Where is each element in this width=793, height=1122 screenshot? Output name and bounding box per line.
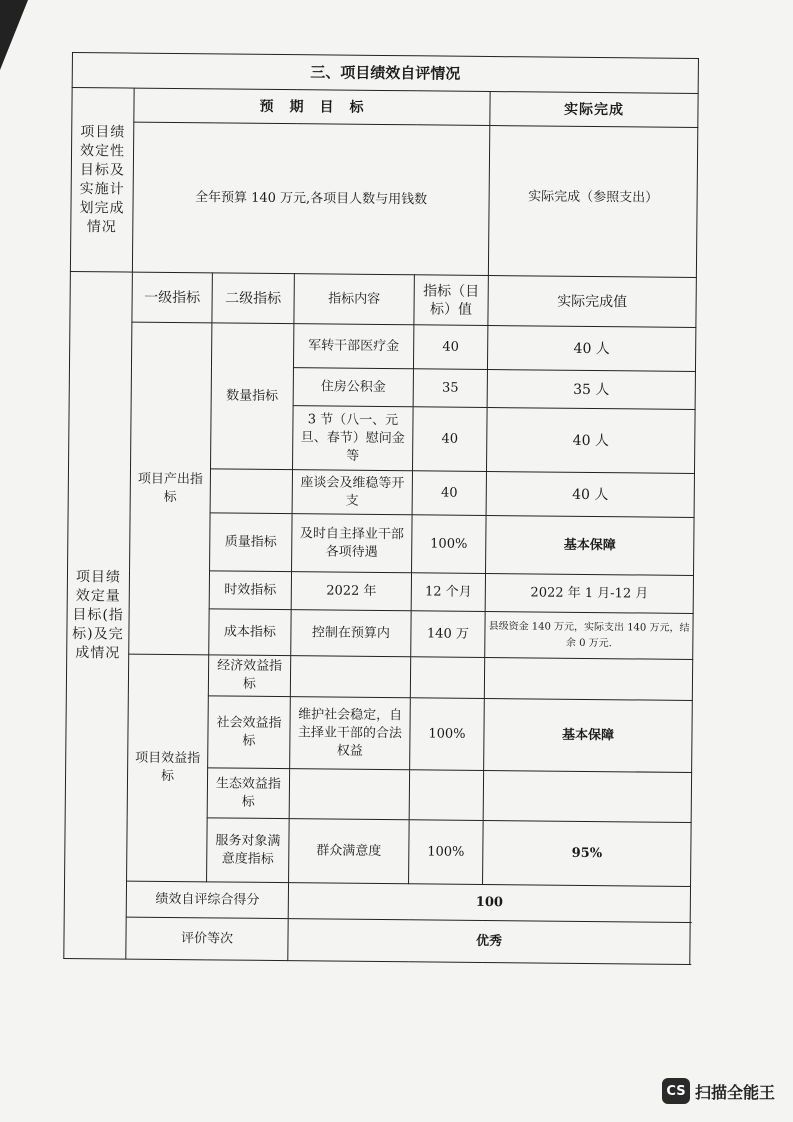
- blank-cell: [289, 769, 409, 820]
- benefit-indicator-label: 项目效益指标: [127, 654, 209, 882]
- social-target: 100%: [410, 698, 485, 771]
- quality-actual: 基本保障: [486, 515, 695, 575]
- cost-target: 140 万: [411, 611, 485, 658]
- quality-indicator-label: 质量指标: [210, 513, 293, 572]
- qualitative-content-row: [70, 122, 697, 278]
- score-row: [64, 880, 690, 922]
- satisfaction-indicator-label: 服务对象满意度指标: [207, 818, 290, 883]
- ecological-indicator-label: 生态效益指标: [207, 768, 289, 819]
- evaluation-form: [63, 52, 698, 965]
- housing-actual: 35 人: [487, 370, 695, 410]
- output-indicator-label: 项目产出指标: [129, 322, 212, 655]
- housing-target: 35: [413, 369, 487, 408]
- timeliness-actual: 2022 年 1 月-12 月: [485, 573, 693, 613]
- forum-target: 40: [412, 471, 486, 516]
- level1-header: 一级指标: [132, 272, 212, 323]
- social-indicator-label: 社会效益指标: [208, 696, 291, 769]
- scanner-watermark: [662, 1078, 775, 1104]
- section-title-row: [72, 53, 698, 94]
- expected-target-header: 预 期 目 标: [134, 88, 490, 125]
- score-value: 100: [288, 883, 690, 923]
- quality-content: 及时自主择业干部各项待遇: [292, 514, 413, 573]
- blank-cell: [483, 770, 692, 822]
- content-header: 指标内容: [294, 274, 414, 325]
- scanner-app-name: 扫描全能王: [694, 1082, 775, 1102]
- timeliness-target: 12 个月: [411, 573, 485, 612]
- satisfaction-target: 100%: [409, 820, 484, 885]
- forum-actual: 40 人: [486, 471, 694, 517]
- scan-corner-shadow: [0, 0, 28, 70]
- cost-indicator-label: 成本指标: [209, 609, 291, 656]
- actual-completion-text: 实际完成（参照支出）: [488, 126, 698, 278]
- blank-cell: [410, 657, 484, 699]
- section-title: 三、项目绩效自评情况: [72, 53, 698, 94]
- indicator-header-row: [70, 271, 697, 327]
- housing-content: 住房公积金: [293, 368, 413, 407]
- table-row: [69, 321, 695, 371]
- blank-cell: [409, 770, 483, 821]
- cost-actual: 县级资金 140 万元，实际支出 140 万元，结余 0 万元.: [485, 611, 694, 659]
- medical-content: 军转干部医疗金: [293, 324, 413, 369]
- grade-row: [64, 916, 690, 964]
- grade-value: 优秀: [288, 919, 690, 965]
- grade-label: 评价等次: [126, 917, 288, 961]
- cost-content: 控制在预算内: [291, 610, 411, 657]
- holiday-actual: 40 人: [486, 408, 695, 474]
- quantitative-row-label: 项目绩效定量目标(指标)及完成情况: [64, 271, 133, 959]
- qualitative-row-label: 项目绩效定性目标及实施计划完成情况: [70, 88, 134, 273]
- economic-indicator-label: 经济效益指标: [208, 655, 290, 697]
- table-row: [66, 653, 692, 700]
- quality-target: 100%: [412, 515, 487, 574]
- actual-value-header: 实际完成值: [488, 276, 697, 328]
- timeliness-indicator-label: 时效指标: [209, 571, 291, 610]
- medical-actual: 40 人: [487, 326, 695, 372]
- blank-cell: [484, 657, 692, 700]
- score-label: 绩效自评综合得分: [126, 881, 288, 919]
- camscanner-icon: CS: [662, 1078, 690, 1104]
- blank-cell: [290, 656, 410, 698]
- quantity-indicator-label: 数量指标: [211, 323, 294, 470]
- holiday-content: 3 节（八一、元旦、春节）慰问金等: [293, 406, 414, 471]
- holiday-target: 40: [412, 407, 487, 472]
- medical-target: 40: [413, 325, 487, 370]
- actual-completion-header: 实际完成: [490, 92, 698, 128]
- satisfaction-actual: 95%: [483, 820, 692, 886]
- blank-cell: [210, 469, 292, 514]
- forum-content: 座谈会及维稳等开支: [292, 470, 412, 515]
- performance-table: [63, 52, 699, 965]
- target-header: 指标（目标）值: [414, 275, 488, 326]
- level2-header: 二级指标: [212, 273, 294, 324]
- expected-target-text: 全年预算 140 万元,各项目人数与用钱数: [132, 122, 489, 275]
- social-actual: 基本保障: [484, 698, 693, 772]
- timeliness-content: 2022 年: [291, 572, 411, 611]
- satisfaction-content: 群众满意度: [289, 819, 410, 884]
- social-content: 维护社会稳定，自主择业干部的合法权益: [290, 697, 411, 770]
